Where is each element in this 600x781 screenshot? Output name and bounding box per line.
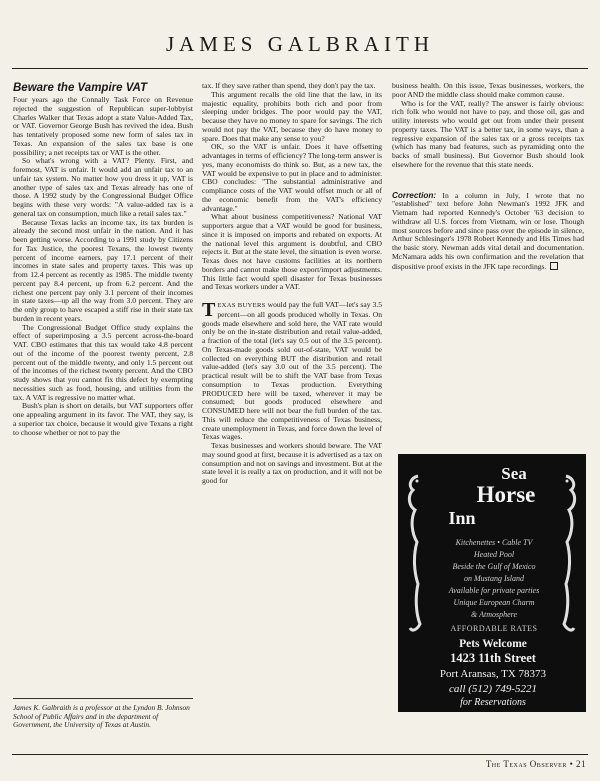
ad-name-sea: Sea [501, 464, 527, 483]
ad-feature: Available for private parties [448, 586, 540, 595]
ad-feature: Unique European Charm [453, 598, 535, 607]
publication-name: The Texas Observer [485, 759, 567, 769]
ad-name-horse: Horse [476, 482, 536, 507]
ad-pets-welcome: Pets Welcome [459, 638, 527, 650]
paragraph-text: would pay the full VAT—let's say 3.5 percent—on all goods produced wholly in Texas. On goods made elsewhere and sold here, the VAT rate would only be on the in-state distribution and retail value-added, a fraction of the total (let's say 0.5 out of the 3.5 percent). On Texas-made goods sold out-of-state, VAT would be collected on everything BUT the distribution and retail value-added (let's say 3.0 out of the 3.5 percent). The practical result will be to shift the VAT base from Texas consumption to Texas production. Everything PRODUCED here will be taxed, wherever it may be consumed; but goods produced elsewhere and CONSUMED here will not bear the full burden of the tax. This will reduce the competitiveness of Texas business, create unemployment in Texas, and force down the level of Texas wages. [202, 300, 382, 442]
author-bio: James K. Galbraith is a professor at the Lyndon B. Johnson School of Public Affairs and in the department of Government, the University of Texas at Austin. [13, 698, 193, 730]
drop-cap: T [202, 299, 216, 321]
page-number: 21 [576, 759, 586, 769]
footer-rule [12, 754, 588, 755]
header-rule [12, 68, 588, 69]
paragraph: So what's wrong with a VAT? Plenty. First, and foremost, VAT is unfair. It would add an unfair tax to an unfair tax system. No matter how you dress it up, VAT is another type of sales tax and Texas already has one of those. A 1992 study by the Congressional Budget Office begins with these very words: "A value-added tax is a general tax on consumption, much like a retail sales tax." [13, 156, 193, 218]
ad-feature-rates: AFFORDABLE RATES [450, 624, 538, 633]
paragraph: OK, so the VAT is unfair. Does it have offsetting advantages in terms of efficiency? The long-term answer is yes, many economists do think so. But, as a new tax, the VAT would be expensive to put in place and to administer. CBO concludes: "The substantial administrative and compliance costs of the VAT would offset much or all of the economic benefit from the VAT's efficiency advantage." [202, 142, 382, 213]
paragraph: The Congressional Budget Office study explains the effect of superimposing a 3.5 percent across-the-board VAT. CBO estimates that this tax would take 4.8 percent out of the income of the poorest twenty percent, 2.8 percent out of the middle twenty, and only 1.5 percent out of the incomes of the richest twenty percent. And the CBO study shows that you cannot fix this defect by exempting necessities such as food, housing, and utilities from the tax. A VAT is regressive no matter what. [13, 322, 193, 402]
correction [392, 192, 584, 272]
paragraph: tax. If they save rather than spend, they don't pay the tax. [202, 81, 376, 90]
ad-feature: Kitchenettes • Cable TV [455, 538, 533, 547]
article-column-3 [392, 82, 584, 271]
ad-city-address: Port Aransas, TX 78373 [439, 668, 547, 680]
seahorse-left-icon [404, 472, 426, 637]
lead-in: EXAS BUYERS [217, 302, 266, 309]
footer-separator: • [569, 759, 574, 769]
paragraph: Because Texas lacks an income tax, its tax burden is already the second most unfair in the nation. And it has been getting worse. According to a 1991 study by Citizens for Tax Justice, the poorest Texans, the lowest twenty percent of income earners, pay 17.1 percent of their incomes in state sales and property taxes. This was up from 12.4 percent as recently as 1985. The middle twenty percent pay 8.4 percent, up from 6.2 percent. And the richest one percent pay only 3.1 percent of their incomes in state taxes—up all the way from 3.0 percent. They are the only group to have escaped a stiff rise in their state tax burden in recent years. [13, 217, 193, 323]
ad-feature: & Atmosphere [471, 610, 517, 619]
correction-text: In a column in July, I wrote that no "established" text before John Newman's 1992 JFK and Vietnam had reported Kennedy's October '63 decision to withdraw all U.S. forces from Vietnam, win or lose. Though most sources before and since pass over the episode in silence, Arthur Schlesinger's 1978 Robert Kennedy and His Times had the basic story. Newman adds vital detail and documentation. McNamara adds his own confirmation and the revelation that dispositive proof exists in the JFK tape recordings. [392, 190, 584, 271]
paragraph: Who is for the VAT, really? The answer is fairly obvious: rich folk who would not have to pay, and those oil, gas and utility interests who would get out from under their present property taxes. The VAT is a better tax, in some ways, than a regressive expansion of the sales tax or a gross receipts tax (which has many bad features, such as pyramiding onto the backs of small business). But Governor Bush should look elsewhere for the revenue that this state needs. [392, 98, 584, 169]
ad-feature: on Mustang Island [464, 574, 524, 583]
ad-street-address: 1423 11th Street [450, 651, 536, 665]
paragraph: Bush's plan is short on details, but VAT supporters offer one appealing argument in its favor. The VAT, they say, is a superior tax choice, because it would give Texans a right to choose whether or not to pay the [13, 401, 193, 437]
ad-feature: Heated Pool [473, 550, 515, 559]
correction-label: Correction: [392, 190, 437, 200]
ad-name-inn: Inn [448, 508, 476, 528]
paragraph: Texas businesses and workers should beware. The VAT may sound good at first, because it is advertised as a tax on consumption and not on savings and investment. But at the state level it is really a tax on production, and it will not be good for [202, 441, 382, 485]
article-column-1 [13, 82, 193, 437]
paragraph: This argument recalls the old line that the law, in its majestic equality, prohibits both rich and poor from sleeping under bridges. The poor would pay the VAT, because they have no money to spare for savings. The rich would not pay the VAT, because they do have money to spare. Does that make any sense to you? [202, 89, 382, 143]
paragraph-dropcap [202, 301, 382, 442]
ad-feature: Beside the Gulf of Mexico [452, 562, 536, 571]
sea-horse-inn-ad [398, 454, 586, 712]
ad-reservations: for Reservations [460, 697, 526, 708]
paragraph: Four years ago the Connally Task Force on Revenue rejected the suggestion of Republican super-lobbyist Charles Walker that Texas adopt a state Value-Added Tax, or VAT. Governor George Bush has revived the idea. Bush has tentatively proposed some new form of sales tax in Texas. An expansion of the sales tax base is one possibility; a net receipts tax or VAT is the other. [13, 95, 193, 157]
article-headline: Beware the Vampire VAT [13, 82, 147, 94]
paragraph: What about business competitiveness? National VAT supporters argue that a VAT would be good for business, since it is imposed on imports and rebated on exports. At the national level this argument is doubtful, and CBO rejects it. But at the state level, the situation is even worse. Texas does not have customs facilities at its northern borders and cannot make those export/import adjustments. This little fact would spell disaster for Texas businesses and Texas workers under a VAT. [202, 212, 382, 292]
column-title: JAMES GALBRAITH [165, 32, 435, 56]
article-column-2 [202, 82, 382, 486]
end-mark-icon [550, 262, 558, 270]
paragraph: business health. On this issue, Texas businesses, workers, the poor AND the middle class should make common cause. [392, 81, 584, 99]
ad-phone: call (512) 749-5221 [449, 683, 537, 695]
page-footer [486, 759, 586, 769]
